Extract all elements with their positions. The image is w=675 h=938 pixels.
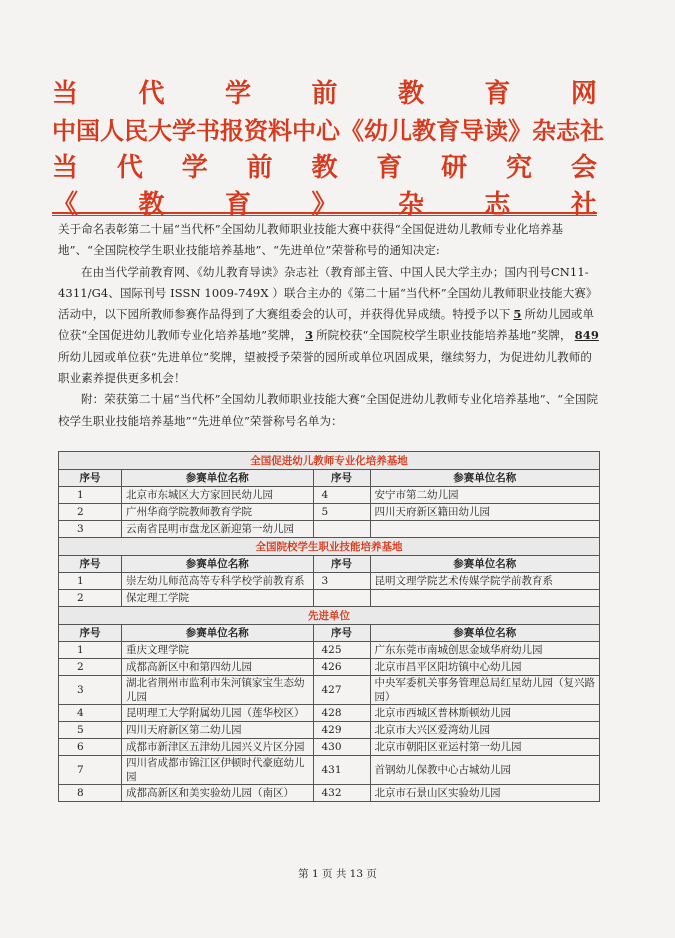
table-header-row bbox=[59, 556, 600, 573]
paragraph-text: 所院校获“全国院校学生职业技能培养基地”奖牌， bbox=[316, 328, 572, 343]
cell-name: 成都高新区中和第四幼儿园 bbox=[122, 659, 314, 676]
letterhead-char: 《 bbox=[52, 190, 79, 220]
cell-name: 四川天府新区籍田幼儿园 bbox=[370, 504, 600, 521]
letterhead-char: 究 bbox=[506, 153, 533, 183]
cell-name: 首钢幼儿保教中心古城幼儿园 bbox=[370, 756, 600, 785]
cell-name: 保定理工学院 bbox=[122, 590, 314, 607]
cell-no: 4 bbox=[313, 487, 370, 504]
cell-no: 2 bbox=[59, 659, 122, 676]
cell-name: 湖北省荆州市监利市朱河镇家宝生态幼儿园 bbox=[122, 676, 314, 705]
cell-name: 北京市西城区普林斯顿幼儿园 bbox=[370, 705, 600, 722]
table-row bbox=[59, 573, 600, 590]
column-header-no: 序号 bbox=[313, 556, 370, 573]
cell-no: 1 bbox=[59, 573, 122, 590]
letterhead-char: 育 bbox=[376, 153, 403, 183]
table-section-title bbox=[59, 607, 600, 625]
column-header-name: 参赛单位名称 bbox=[122, 625, 314, 642]
column-header-no: 序号 bbox=[313, 625, 370, 642]
cell-no: 431 bbox=[313, 756, 370, 785]
table-row bbox=[59, 705, 600, 722]
section-title: 全国促进幼儿教师专业化培养基地 bbox=[59, 452, 600, 470]
letterhead-divider bbox=[52, 212, 597, 214]
paragraph-text: 在由当代学前教育网、《幼儿教育导读》杂志社（教育部主管、中国人民大学主办；国内刊号CN11-4311/G4、国际刊号 ISSN 1009-749X ）联合主办的《第二十届“当代杯”全国幼儿教师职业技能大赛》活动中，以下园所教师参赛作品得到了大赛组委会的认可，并获得优异成绩。特授予以下 bbox=[58, 264, 598, 322]
cell-name: 广东东莞市南城创思金域华府幼儿园 bbox=[370, 642, 600, 659]
section-title: 先进单位 bbox=[59, 607, 600, 625]
cell-name: 北京市大兴区爱湾幼儿园 bbox=[370, 722, 600, 739]
letterhead-char: 杂 bbox=[397, 190, 424, 220]
paragraph-text: 所幼儿园或单位获“全国促进幼儿教师专业化培养基地”奖牌， bbox=[58, 307, 595, 343]
cell-no: 8 bbox=[59, 785, 122, 802]
letterhead-line-2: 中国人民大学书报资料中心《幼儿教育导读》杂志社 bbox=[52, 117, 604, 145]
table-header-row bbox=[59, 470, 600, 487]
cell-no: 5 bbox=[59, 722, 122, 739]
letterhead-char: 社 bbox=[570, 190, 597, 220]
cell-no: 6 bbox=[59, 739, 122, 756]
table-header-row bbox=[59, 625, 600, 642]
column-header-name: 参赛单位名称 bbox=[370, 470, 600, 487]
cell-no bbox=[313, 521, 370, 538]
cell-name: 重庆文理学院 bbox=[122, 642, 314, 659]
letterhead bbox=[52, 76, 604, 224]
count-college-bases: 3 bbox=[304, 328, 314, 343]
notice-title: 关于命名表彰第二十届“当代杯”全国幼儿教师职业技能大赛中获得“全国促进幼儿教师专业化培养基地”、“全国院校学生职业技能培养基地”、“先进单位”荣誉称号的通知决定: bbox=[58, 222, 564, 258]
cell-no: 425 bbox=[313, 642, 370, 659]
column-header-no: 序号 bbox=[59, 470, 122, 487]
column-header-name: 参赛单位名称 bbox=[370, 556, 600, 573]
cell-name: 崇左幼儿师范高等专科学校学前教育系 bbox=[122, 573, 314, 590]
column-header-no: 序号 bbox=[59, 556, 122, 573]
paragraph-text: 所幼儿园或单位获“先进单位”奖牌，望被授予荣誉的园所或单位巩固成果，继续努力，为促进幼儿教师的职业素养提供更多机会！ bbox=[58, 349, 592, 386]
cell-no: 429 bbox=[313, 722, 370, 739]
letterhead-char: 前 bbox=[311, 79, 338, 109]
letterhead-line-3 bbox=[52, 150, 597, 187]
cell-no: 7 bbox=[59, 756, 122, 785]
table-row bbox=[59, 521, 600, 538]
count-advanced-units: 849 bbox=[574, 328, 599, 343]
cell-no: 427 bbox=[313, 676, 370, 705]
table-row bbox=[59, 642, 600, 659]
table-row bbox=[59, 739, 600, 756]
column-header-no: 序号 bbox=[313, 470, 370, 487]
letterhead-char: 当 bbox=[52, 79, 79, 109]
letterhead-char: 教 bbox=[397, 79, 424, 109]
cell-name: 北京市昌平区阳坊镇中心幼儿园 bbox=[370, 659, 600, 676]
cell-name: 中央军委机关事务管理总局红星幼儿园（复兴路园） bbox=[370, 676, 600, 705]
cell-name: 四川省成都市锦江区伊顿时代豪庭幼儿园 bbox=[122, 756, 314, 785]
cell-no: 2 bbox=[59, 590, 122, 607]
table-section-title bbox=[59, 452, 600, 470]
cell-name bbox=[370, 521, 600, 538]
cell-name: 北京市石景山区实验幼儿园 bbox=[370, 785, 600, 802]
table-row bbox=[59, 722, 600, 739]
cell-no: 2 bbox=[59, 504, 122, 521]
section-title: 全国院校学生职业技能培养基地 bbox=[59, 538, 600, 556]
letterhead-char: 网 bbox=[570, 79, 597, 109]
letterhead-char: 教 bbox=[138, 190, 165, 220]
letterhead-char: 》 bbox=[311, 190, 338, 220]
cell-name bbox=[370, 590, 600, 607]
cell-no: 3 bbox=[59, 521, 122, 538]
cell-no: 3 bbox=[313, 573, 370, 590]
column-header-name: 参赛单位名称 bbox=[122, 470, 314, 487]
table-section-title bbox=[59, 538, 600, 556]
column-header-name: 参赛单位名称 bbox=[370, 625, 600, 642]
letterhead-line-1 bbox=[52, 76, 597, 113]
cell-no: 5 bbox=[313, 504, 370, 521]
cell-no: 430 bbox=[313, 739, 370, 756]
cell-no: 1 bbox=[59, 642, 122, 659]
cell-no: 3 bbox=[59, 676, 122, 705]
cell-no: 428 bbox=[313, 705, 370, 722]
letterhead-divider-thin bbox=[52, 215, 597, 216]
column-header-name: 参赛单位名称 bbox=[122, 556, 314, 573]
table-row bbox=[59, 756, 600, 785]
count-bases: 5 bbox=[513, 307, 522, 322]
cell-name: 北京市朝阳区亚运村第一幼儿园 bbox=[370, 739, 600, 756]
table-row bbox=[59, 785, 600, 802]
cell-name: 四川天府新区第二幼儿园 bbox=[122, 722, 314, 739]
cell-name: 安宁市第二幼儿园 bbox=[370, 487, 600, 504]
cell-name: 云南省昆明市盘龙区新迎第一幼儿园 bbox=[122, 521, 314, 538]
cell-name: 成都高新区和美实验幼儿园（南区） bbox=[122, 785, 314, 802]
letterhead-char: 代 bbox=[116, 153, 143, 183]
cell-no: 1 bbox=[59, 487, 122, 504]
cell-no: 432 bbox=[313, 785, 370, 802]
page-number: 第 1 页 共 13 页 bbox=[298, 868, 377, 880]
cell-name: 成都市新津区五津幼儿园兴义片区分园 bbox=[122, 739, 314, 756]
letterhead-char: 育 bbox=[484, 79, 511, 109]
notice-paragraph-1 bbox=[58, 262, 603, 390]
cell-name: 昆明理工大学附属幼儿园（莲华校区） bbox=[122, 705, 314, 722]
letterhead-char: 研 bbox=[441, 153, 468, 183]
cell-name: 广州华商学院教师教育学院 bbox=[122, 504, 314, 521]
table-row bbox=[59, 676, 600, 705]
letterhead-char: 学 bbox=[224, 79, 251, 109]
table-row bbox=[59, 590, 600, 607]
honor-list-body bbox=[59, 452, 600, 802]
letterhead-char: 当 bbox=[52, 153, 79, 183]
table-row bbox=[59, 487, 600, 504]
letterhead-char: 育 bbox=[224, 190, 251, 220]
letterhead-char: 志 bbox=[484, 190, 511, 220]
letterhead-char: 教 bbox=[311, 153, 338, 183]
letterhead-char: 前 bbox=[246, 153, 273, 183]
column-header-no: 序号 bbox=[59, 625, 122, 642]
cell-name: 北京市东城区大方家回民幼儿园 bbox=[122, 487, 314, 504]
cell-no bbox=[313, 590, 370, 607]
cell-no: 4 bbox=[59, 705, 122, 722]
cell-name: 昆明文理学院艺术传媒学院学前教育系 bbox=[370, 573, 600, 590]
table-row bbox=[59, 504, 600, 521]
letterhead-char: 代 bbox=[138, 79, 165, 109]
letterhead-char: 学 bbox=[181, 153, 208, 183]
letterhead-char: 会 bbox=[570, 153, 597, 183]
honor-list-table bbox=[58, 451, 600, 802]
notice-paragraph-2: 附：荣获第二十届“当代杯”全国幼儿教师职业技能大赛“全国促进幼儿教师专业化培养基地”、“全国院校学生职业技能培养基地”“先进单位”荣誉称号名单为： bbox=[58, 392, 599, 428]
table-row bbox=[59, 659, 600, 676]
cell-no: 426 bbox=[313, 659, 370, 676]
notice-body bbox=[58, 219, 603, 432]
